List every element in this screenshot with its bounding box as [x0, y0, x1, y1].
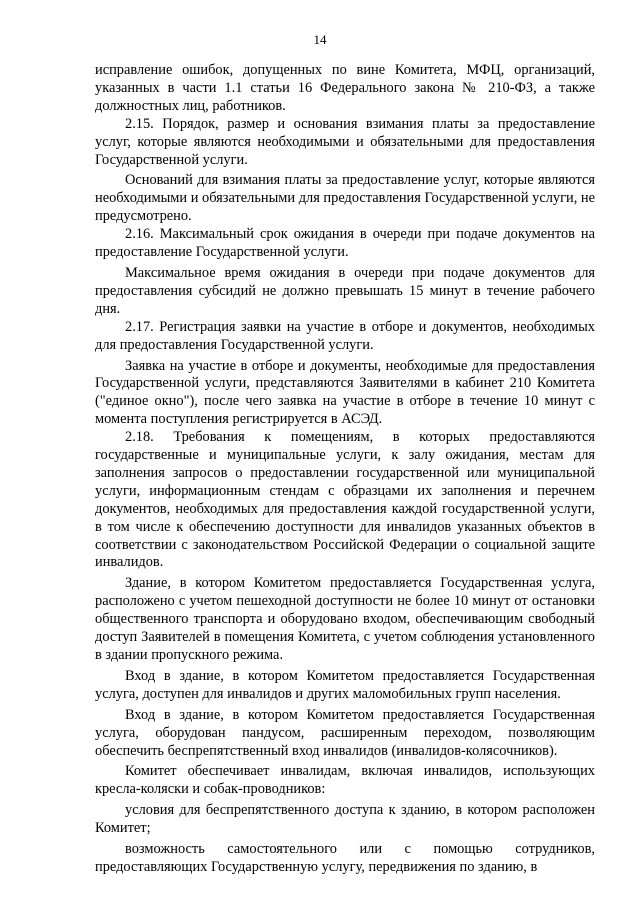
section-heading-2-17: 2.17. Регистрация заявки на участие в отборе и документов, необходимых для предоставления Государственной услуги. — [95, 318, 595, 353]
paragraph: Максимальное время ожидания в очереди при подаче документов для предоставления субсидий не должно превышать 15 минут в течение рабочего дня. — [95, 264, 595, 317]
section-heading-2-15: 2.15. Порядок, размер и основания взимания платы за предоставление услуг, которые являются необходимыми и обязательными для предоставления Государственной услуги. — [95, 115, 595, 168]
document-body — [95, 62, 595, 877]
paragraph: Комитет обеспечивает инвалидам, включая инвалидов, использующих кресла-коляски и собак-проводников: — [95, 763, 595, 798]
paragraph-continuation: исправление ошибок, допущенных по вине Комитета, МФЦ, организаций, указанных в части 1.1 статьи 16 Федерального закона № 210-ФЗ, а также должностных лиц, работников. — [95, 62, 595, 114]
section-heading-2-18: 2.18. Требования к помещениям, в которых предоставляются государственные и муниципальные услуги, к залу ожидания, местам для заполнения запросов о предоставлении государственной или муниципальной услуги, информационным стендам с образцами их заполнения и перечнем документов, необходимых для предоставления каждой государственной услуги, в том числе к обеспечению доступности для инвалидов указанных объектов в соответствии с законодательством Российской Федерации о социальной защите инвалидов. — [95, 429, 595, 571]
paragraph: Оснований для взимания платы за предоставление услуг, которые являются необходимыми и обязательными для предоставления Государственной услуги, не предусмотрено. — [95, 172, 595, 225]
list-item: возможность самостоятельного или с помощью сотрудников, предоставляющих Государственную услугу, передвижения по зданию, в — [95, 841, 595, 875]
page-number: 14 — [313, 32, 327, 47]
section-heading-2-16: 2.16. Максимальный срок ожидания в очереди при подаче документов на предоставление Государственной услуги. — [95, 226, 595, 261]
list-item: условия для беспрепятственного доступа к зданию, в котором расположен Комитет; — [95, 802, 595, 837]
paragraph: Вход в здание, в котором Комитетом предоставляется Государственная услуга, оборудован пандусом, расширенным переходом, позволяющим обеспечить беспрепятственный вход инвалидов (инвалидов-колясочников). — [95, 706, 595, 759]
paragraph: Вход в здание, в котором Комитетом предоставляется Государственная услуга, доступен для инвалидов и других маломобильных групп населения. — [95, 667, 595, 702]
paragraph: Заявка на участие в отборе и документы, необходимые для предоставления Государственной услуги, представляются Заявителями в кабинет 210 Комитета ("единое окно"), после чего заявка на участие в отборе в течение 10 минут с момента поступления регистрируется в АСЭД. — [95, 357, 595, 428]
paragraph: Здание, в котором Комитетом предоставляется Государственная услуга, расположено с учетом пешеходной доступности не более 10 минут от остановки общественного транспорта и оборудовано входом, обеспечивающим свободный доступ Заявителей в помещения Комитета, с учетом соблюдения установленного в здании пропускного режима. — [95, 575, 595, 663]
